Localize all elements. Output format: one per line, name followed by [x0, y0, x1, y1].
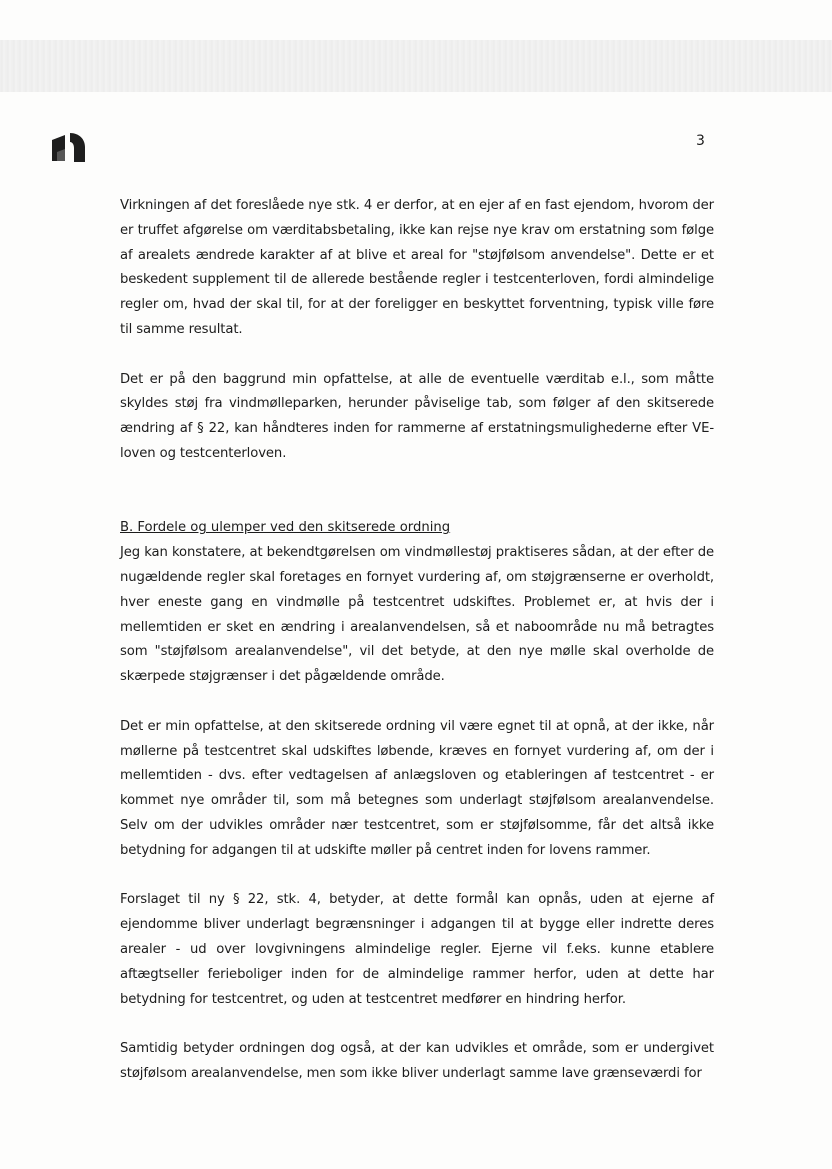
paragraph-5: Forslaget til ny § 22, stk. 4, betyder, at dette formål kan opnås, uden at ejerne af ejendomme bliver underlagt begrænsninger i adgangen til at bygge eller indrette deres arealer - ud over lovgivningens almindelige regler. Ejerne vil f.eks. kunne etablere aftægtseller ferieboliger inden for de almindelige rammer herfor, uden at dette har betydning for testcentret, og uden at testcentret medfører en hindring herfor.: [120, 892, 714, 1007]
paragraph-4: Det er min opfattelse, at den skitserede ordning vil være egnet til at opnå, at der ikke, når møllerne på testcentret skal udskiftes løbende, kræves en fornyet vurdering af, om der i mellemtiden - dvs. efter vedtagelsen af anlægsloven og etableringen af testcentret - er kommet nye områder til, som må betegnes som underlagt støjfølsom arealanvendelse. Selv om der udvikles områder nær testcentret, som er støjfølsomme, får det altså ikke betydning for adgangen til at udskifte møller på centret inden for lovens rammer.: [120, 718, 714, 858]
section-heading: B. Fordele og ulemper ved den skitserede ordning: [120, 520, 451, 536]
paragraph-3: Jeg kan konstatere, at bekendtgørelsen om vindmøllestøj praktiseres sådan, at der efter de nugældende regler skal foretages en fornyet vurdering af, om støjgrænserne er overholdt, hver eneste gang en vindmølle på testcentret udskiftes. Problemet er, at hvis der i mellemtiden er sket en ændring i arealanvendelsen, så et naboområde nu må betragtes som "støjfølsom arealanvendelse", vil det betyde, at den nye mølle skal overholde de skærpede støjgrænser i det pågældende område.: [120, 545, 714, 685]
paragraph-1: Virkningen af det foreslåede nye stk. 4 er derfor, at en ejer af en fast ejendom, hvorom der er truffet afgørelse om værditabsbetaling, ikke kan rejse nye krav om erstatning som følge af arealets ændrede karakter af at blive et areal for "støjfølsom anvendelse". Dette er et beskedent supplement til de allerede bestående regler i testcenterloven, fordi almindelige regler om, hvad der skal til, for at der foreligger en beskyttet forventning, typisk ville føre til samme resultat.: [120, 198, 714, 337]
scan-artifact-band: [0, 40, 832, 92]
paragraph-6: Samtidig betyder ordningen dog også, at der kan udvikles et område, som er undergivet støjfølsom arealanvendelse, men som ikke bliver underlagt samme lave grænseværdi for: [120, 1041, 714, 1081]
page-number: 3: [696, 133, 705, 149]
letterhead-logo-icon: [46, 130, 88, 166]
paragraph-2: Det er på den baggrund min opfattelse, at alle de eventuelle værditab e.l., som måtte skyldes støj fra vindmølleparken, herunder påviselige tab, som følger af den skitserede ændring af § 22, kan håndteres inden for rammerne af erstatningsmulighederne efter VE-loven og testcenterloven.: [120, 371, 714, 461]
document-body: [120, 194, 714, 1087]
